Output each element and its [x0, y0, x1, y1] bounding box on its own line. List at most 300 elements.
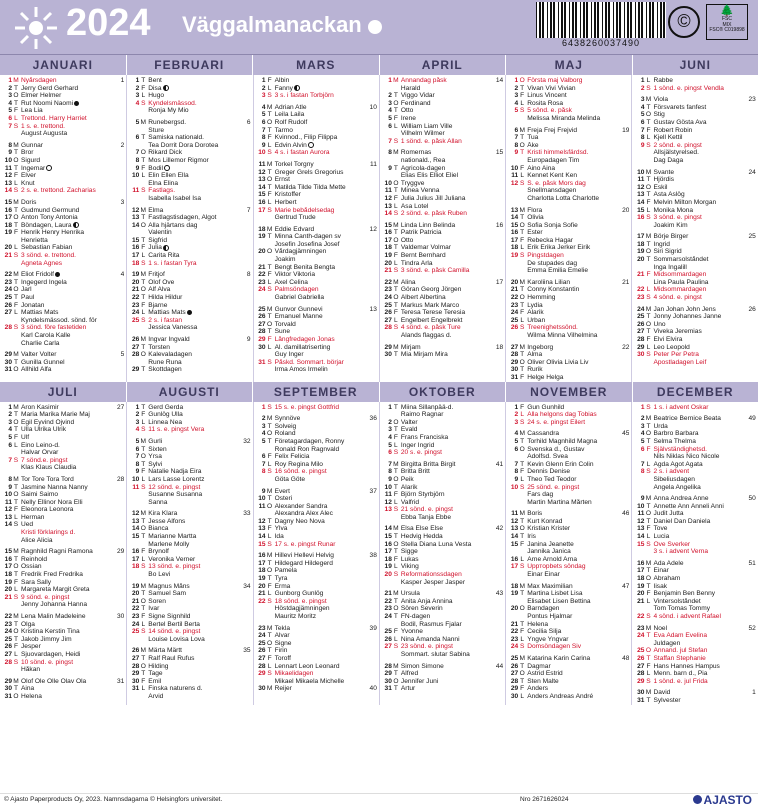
- name-day-text: 4 sönd. e. påsk Ture: [400, 324, 461, 332]
- day-row: [257, 248, 377, 256]
- weekday-letter: O: [13, 214, 19, 222]
- weekday-letter: S: [519, 563, 525, 571]
- week-number: 47: [622, 582, 630, 590]
- day-row: [635, 567, 755, 575]
- day-row: [635, 598, 755, 606]
- name-day-text: Einar Einar: [527, 571, 560, 579]
- day-number: 15: [258, 540, 266, 548]
- weekday-letter: F: [267, 191, 272, 199]
- day-number: 14: [637, 198, 645, 206]
- name-day-text: Herbert: [274, 198, 297, 206]
- day-number: 10: [510, 164, 519, 172]
- name-day-text: 3 sönd. före fastetiden: [21, 324, 87, 332]
- name-day-text: Toroff: [274, 654, 291, 662]
- weekday-letter: O: [267, 118, 273, 126]
- weekday-letter: F: [646, 590, 651, 598]
- week-number: 7: [246, 206, 251, 214]
- name-day-text: Gun Gunhild: [527, 403, 565, 411]
- day-number: 10: [258, 495, 266, 503]
- day-row: [3, 506, 124, 514]
- weekday-letter: M: [519, 206, 525, 214]
- name-day-text: Adolfsd. Svea: [527, 453, 568, 461]
- day-row: [130, 484, 250, 492]
- week-number: 15: [495, 149, 504, 157]
- day-row: [635, 96, 755, 104]
- weekday-letter: S: [141, 483, 146, 491]
- day-number: 16: [384, 540, 392, 548]
- day-row: [509, 670, 629, 678]
- day-number: 17: [384, 548, 392, 556]
- name-day-text: Joakim: [274, 256, 296, 264]
- name-day-text: Magnus Måns: [148, 582, 190, 590]
- day-row: [130, 286, 250, 294]
- weekday-letter: T: [13, 555, 19, 563]
- name-day-text: Urda: [653, 422, 668, 430]
- month-column-juli: [0, 402, 126, 705]
- weekday-letter: M: [266, 487, 273, 495]
- day-row: [257, 104, 377, 112]
- day-number: 21: [384, 590, 392, 598]
- day-row: [257, 256, 377, 264]
- name-day-text: Boris: [527, 510, 543, 518]
- name-day-text: Jenny Johanna Hanna: [21, 601, 87, 609]
- day-number: 29: [384, 670, 392, 678]
- day-row: [3, 419, 124, 427]
- name-day-text: Jerry Gerd Gerhard: [21, 84, 79, 92]
- name-day-text: Solveig: [274, 422, 297, 430]
- month-header-augusti: AUGUSTI: [126, 382, 253, 402]
- day-number: 24: [510, 643, 519, 651]
- weekday-letter: F: [141, 84, 146, 92]
- name-day-text: Minea Venna: [400, 187, 440, 195]
- day-row: [509, 142, 629, 150]
- day-row: [509, 187, 629, 195]
- name-day-text: Försvarets fanfest: [653, 103, 707, 111]
- day-row: [635, 560, 755, 568]
- fsc-sub: MIX: [722, 21, 732, 28]
- name-day-text: Elin Ellen Ella: [148, 172, 189, 180]
- weekday-letter: L: [646, 343, 651, 351]
- day-number: 27: [4, 309, 12, 317]
- day-number: 17: [4, 214, 12, 222]
- weekday-letter: O: [13, 563, 19, 571]
- day-row: [130, 359, 250, 367]
- day-number: 11: [637, 176, 645, 184]
- month-header-november: NOVEMBER: [505, 382, 632, 402]
- day-number: 1: [135, 77, 140, 84]
- decorative-dot: [368, 20, 382, 34]
- day-row: [509, 621, 629, 629]
- name-day-text: 24 s. e. pingst Eilert: [527, 418, 586, 426]
- day-number: 29: [510, 358, 519, 366]
- day-number: 19: [384, 252, 392, 260]
- day-number: 4: [8, 426, 12, 434]
- day-row: [509, 100, 629, 108]
- name-day-text: Jasmine Nanna Nanny: [21, 483, 88, 491]
- week-number: 38: [369, 552, 377, 560]
- day-number: 27: [131, 343, 140, 351]
- week-number: 11: [370, 160, 377, 168]
- name-day-text: Jarl: [21, 286, 32, 294]
- name-day-text: Fastlags.: [148, 187, 176, 195]
- day-row: [3, 237, 124, 245]
- name-day-text: Svenska d., Gustav: [527, 445, 585, 453]
- day-number: 17: [258, 559, 266, 567]
- day-row: [635, 510, 755, 518]
- day-number: 26: [4, 301, 12, 309]
- weekday-letter: T: [520, 351, 525, 359]
- weekday-letter: F: [520, 236, 525, 244]
- day-row: [130, 426, 250, 434]
- day-row: [383, 442, 503, 450]
- day-number: 16: [384, 229, 392, 237]
- day-row: [635, 176, 755, 184]
- name-day-text: Ingeborg: [527, 343, 554, 351]
- name-day-text: Gunilla Gunnel: [21, 358, 65, 366]
- weekday-letter: O: [519, 525, 525, 533]
- weekday-letter: T: [393, 597, 398, 605]
- day-number: 8: [8, 475, 12, 483]
- name-day-text: Albert Albertina: [400, 294, 446, 302]
- weekday-letter: S: [646, 540, 651, 548]
- day-row: [635, 575, 755, 583]
- day-row: [509, 237, 629, 245]
- day-row: [130, 302, 250, 310]
- weekday-letter: F: [520, 403, 525, 411]
- weekday-letter: M: [645, 559, 652, 567]
- weekday-letter: T: [141, 214, 146, 222]
- month-column-februari: [126, 75, 252, 382]
- day-number: 4: [514, 430, 519, 438]
- day-row: [509, 613, 629, 621]
- name-day-text: Fanny: [274, 85, 366, 93]
- week-number: 40: [369, 685, 377, 693]
- day-row: [509, 491, 629, 499]
- name-day-text: David: [653, 689, 671, 697]
- day-number: 9: [640, 495, 645, 503]
- name-day-text: Oliver Olivia Livia Liv: [527, 358, 589, 366]
- weekday-letter: T: [646, 240, 651, 248]
- name-day-text: Reijer: [274, 685, 292, 693]
- weekday-letter: L: [267, 198, 272, 206]
- day-row: [383, 533, 503, 541]
- weekday-letter: T: [393, 187, 398, 195]
- weekday-letter: T: [393, 92, 398, 100]
- day-row: [383, 404, 503, 412]
- day-row: [3, 85, 124, 93]
- day-row: [509, 446, 629, 454]
- weekday-letter: O: [393, 99, 399, 107]
- weekday-letter: M: [393, 149, 399, 157]
- day-number: 20: [384, 259, 392, 267]
- day-row: [130, 157, 250, 165]
- day-row: [383, 651, 503, 659]
- week-number: 8: [246, 271, 251, 279]
- day-number: 20: [131, 278, 140, 286]
- day-row: [635, 256, 755, 264]
- weekday-letter: L: [520, 692, 525, 700]
- day-row: [130, 628, 250, 636]
- sunburst-icon: [14, 6, 58, 50]
- day-row: [509, 548, 629, 556]
- week-number: 1: [120, 77, 125, 84]
- weekday-letter: M: [393, 221, 399, 229]
- weekday-letter: T: [13, 685, 19, 693]
- day-number: 28: [258, 328, 266, 336]
- name-day-text: Fritjof: [148, 271, 165, 279]
- weekday-letter: O: [519, 294, 525, 302]
- name-day-text: Alvar: [274, 632, 290, 640]
- weekday-letter: T: [141, 403, 146, 411]
- weekday-letter: S: [393, 449, 399, 457]
- weekday-letter: F: [646, 445, 651, 453]
- month-grid-row2: [0, 402, 758, 705]
- day-row: [509, 468, 629, 476]
- day-number: 27: [637, 328, 645, 336]
- day-number: 7: [8, 456, 12, 464]
- day-number: 12: [510, 179, 519, 187]
- week-number: 22: [622, 343, 630, 351]
- weekday-letter: O: [393, 236, 399, 244]
- day-number: 20: [637, 256, 645, 264]
- weekday-letter: F: [646, 336, 651, 343]
- day-number: 23: [510, 635, 519, 643]
- day-row: [130, 491, 250, 499]
- day-row: [257, 598, 377, 606]
- day-row: [635, 77, 755, 85]
- day-row: [509, 484, 629, 492]
- day-row: [383, 210, 503, 218]
- name-day-text: 1 s. i fastan Tyra: [148, 259, 197, 267]
- name-day-text: Mattias Mats: [147, 309, 239, 317]
- day-number: 3: [514, 418, 519, 426]
- name-day-text: Janina Jeanette: [527, 540, 574, 548]
- day-number: 15: [510, 221, 519, 229]
- day-row: [257, 85, 377, 93]
- day-number: 13: [258, 176, 266, 184]
- weekday-letter: F: [13, 433, 19, 441]
- week-number: 35: [243, 647, 251, 655]
- day-number: 22: [131, 605, 140, 613]
- day-number: 29: [258, 670, 266, 678]
- weekday-letter: T: [646, 582, 651, 590]
- name-day-text: Alands flaggas d.: [400, 332, 452, 339]
- name-day-text: Iisak: [653, 582, 668, 590]
- weekday-letter: M: [140, 647, 147, 655]
- day-number: 19: [4, 229, 12, 237]
- day-number: 2: [514, 411, 519, 419]
- month-band-row2: [0, 382, 758, 402]
- name-day-text: Snellmansdagen: [527, 187, 577, 195]
- week-number: 31: [116, 677, 125, 685]
- day-row: [257, 351, 377, 359]
- day-row: [3, 107, 124, 115]
- day-row: [3, 294, 124, 302]
- day-number: 13: [384, 506, 392, 514]
- name-day-text: Peik: [400, 475, 414, 483]
- name-day-text: Kvinnod., Filip Filippa: [274, 134, 338, 142]
- day-row: [257, 468, 377, 476]
- name-day-text: Disa: [147, 85, 239, 93]
- day-row: [257, 207, 377, 215]
- weekday-letter: S: [646, 351, 651, 359]
- day-row: [130, 149, 250, 157]
- weekday-letter: T: [520, 229, 525, 237]
- weekday-letter: S: [267, 358, 272, 366]
- name-day-text: Selma Thelma: [653, 437, 696, 445]
- weekday-letter: O: [13, 286, 19, 294]
- day-number: 19: [258, 233, 266, 241]
- day-row: [3, 332, 124, 340]
- day-row: [509, 636, 629, 644]
- day-row: [509, 556, 629, 564]
- day-number: 14: [258, 183, 266, 191]
- weekday-letter: L: [267, 460, 272, 468]
- day-number: 14: [510, 533, 519, 541]
- day-row: [130, 165, 250, 173]
- day-row: [3, 229, 124, 237]
- day-row: [635, 476, 755, 484]
- name-day-text: Bent: [148, 77, 162, 84]
- weekday-letter: F: [393, 114, 398, 122]
- name-day-text: Adrian Atle: [274, 103, 307, 111]
- day-number: 7: [135, 453, 140, 461]
- weekday-letter: T: [141, 343, 146, 351]
- week-number: 2: [120, 141, 125, 149]
- weekday-letter: F: [520, 92, 525, 100]
- name-day-text: Teresa Terese Teresia: [400, 309, 466, 317]
- weekday-letter: F: [267, 271, 272, 279]
- name-day-text: Agricola-dagen: [400, 164, 446, 172]
- name-day-text: Roland: [274, 430, 296, 438]
- day-number: 4: [135, 99, 140, 107]
- name-day-text: Signe: [274, 639, 292, 647]
- name-day-text: Melissa Miranda Melinda: [527, 114, 601, 122]
- weekday-letter: O: [393, 677, 399, 685]
- day-row: [3, 172, 124, 180]
- day-row: [130, 541, 250, 549]
- day-row: [3, 666, 124, 674]
- day-number: 5: [388, 114, 392, 122]
- day-number: 22: [510, 294, 519, 302]
- day-number: 4: [261, 103, 266, 111]
- day-row: [635, 336, 755, 344]
- day-row: [509, 134, 629, 142]
- day-row: [257, 264, 377, 272]
- name-day-text: Mauritz Moritz: [274, 613, 316, 620]
- day-row: [3, 651, 124, 659]
- name-day-text: Mikaelidagen: [274, 670, 314, 678]
- name-day-text: Iris: [527, 533, 536, 541]
- day-number: 14: [510, 214, 519, 222]
- day-number: 7: [514, 134, 519, 142]
- day-number: 16: [131, 548, 140, 556]
- day-number: 29: [384, 343, 392, 351]
- day-row: [383, 279, 503, 287]
- day-row: [635, 647, 755, 655]
- weekday-letter: M: [13, 548, 19, 556]
- weekday-letter: T: [393, 403, 398, 411]
- name-day-text: Björn Styrbjörn: [400, 491, 445, 499]
- weekday-letter: M: [519, 510, 525, 518]
- weekday-letter: M: [13, 475, 19, 483]
- weekday-letter: F: [393, 309, 398, 317]
- weekday-letter: O: [267, 248, 273, 256]
- day-row: [130, 453, 250, 461]
- name-day-text: Tarmo: [274, 126, 293, 134]
- week-number: 51: [748, 559, 756, 567]
- day-number: 18: [4, 221, 12, 229]
- day-row: [130, 195, 250, 203]
- day-row: [383, 514, 503, 522]
- day-number: 16: [4, 555, 12, 563]
- name-day-text: Osteri: [274, 495, 293, 503]
- name-day-text: S. e. påsk Mors dag: [527, 179, 586, 187]
- day-row: [257, 366, 377, 374]
- week-number: 45: [622, 430, 630, 438]
- name-day-text: Olof Ole Olle Olav Ola: [21, 677, 87, 685]
- name-day-text: De stupades dag: [527, 259, 578, 267]
- day-number: 16: [510, 555, 519, 563]
- day-number: 2: [640, 415, 645, 423]
- month-column-september: [253, 402, 379, 705]
- name-day-text: Harald: [400, 84, 421, 92]
- day-number: 2: [135, 84, 140, 92]
- weekday-letter: T: [13, 620, 19, 628]
- name-day-text: Sanna: [148, 498, 168, 506]
- weekday-letter: F: [393, 555, 398, 563]
- day-number: 29: [4, 351, 12, 359]
- day-row: [130, 237, 250, 245]
- name-day-text: Markus Mark Marco: [400, 301, 460, 309]
- day-number: 5: [261, 111, 266, 119]
- weekday-letter: S: [519, 252, 525, 260]
- month-column-januari: [0, 75, 126, 382]
- month-column-april: [379, 75, 505, 382]
- day-row: [257, 306, 377, 314]
- name-day-text: Sylvester: [653, 696, 681, 704]
- day-row: [3, 142, 124, 150]
- day-row: [3, 279, 124, 287]
- day-row: [509, 499, 629, 507]
- day-number: 24: [131, 620, 140, 628]
- weekday-letter: M: [645, 168, 652, 176]
- day-number: 14: [637, 533, 645, 541]
- day-row: [3, 100, 124, 108]
- name-day-text: Katarina Karin Carina: [527, 654, 591, 662]
- weekday-letter: F: [141, 244, 146, 252]
- day-number: 29: [131, 670, 140, 678]
- day-row: [3, 586, 124, 594]
- weekday-letter: T: [267, 559, 272, 567]
- weekday-letter: L: [267, 662, 272, 670]
- day-row: [3, 426, 124, 434]
- day-row: [383, 541, 503, 549]
- name-day-text: Olof Ove: [148, 278, 175, 286]
- name-day-text: Hilda Hildur: [148, 294, 183, 302]
- name-day-text: Theo Ted Teodor: [527, 475, 577, 483]
- name-day-text: Tom Tomas Tommy: [653, 605, 711, 613]
- day-row: [3, 286, 124, 294]
- day-number: 12: [510, 517, 519, 525]
- moon-phase-icon: [46, 165, 52, 171]
- weekday-letter: T: [141, 445, 146, 453]
- name-day-text: Märta Märtt: [148, 647, 183, 655]
- weekday-letter: M: [13, 141, 19, 149]
- day-number: 24: [384, 294, 392, 302]
- weekday-letter: M: [266, 415, 273, 423]
- name-day-text: 2 sönd. e. pingst: [653, 141, 702, 149]
